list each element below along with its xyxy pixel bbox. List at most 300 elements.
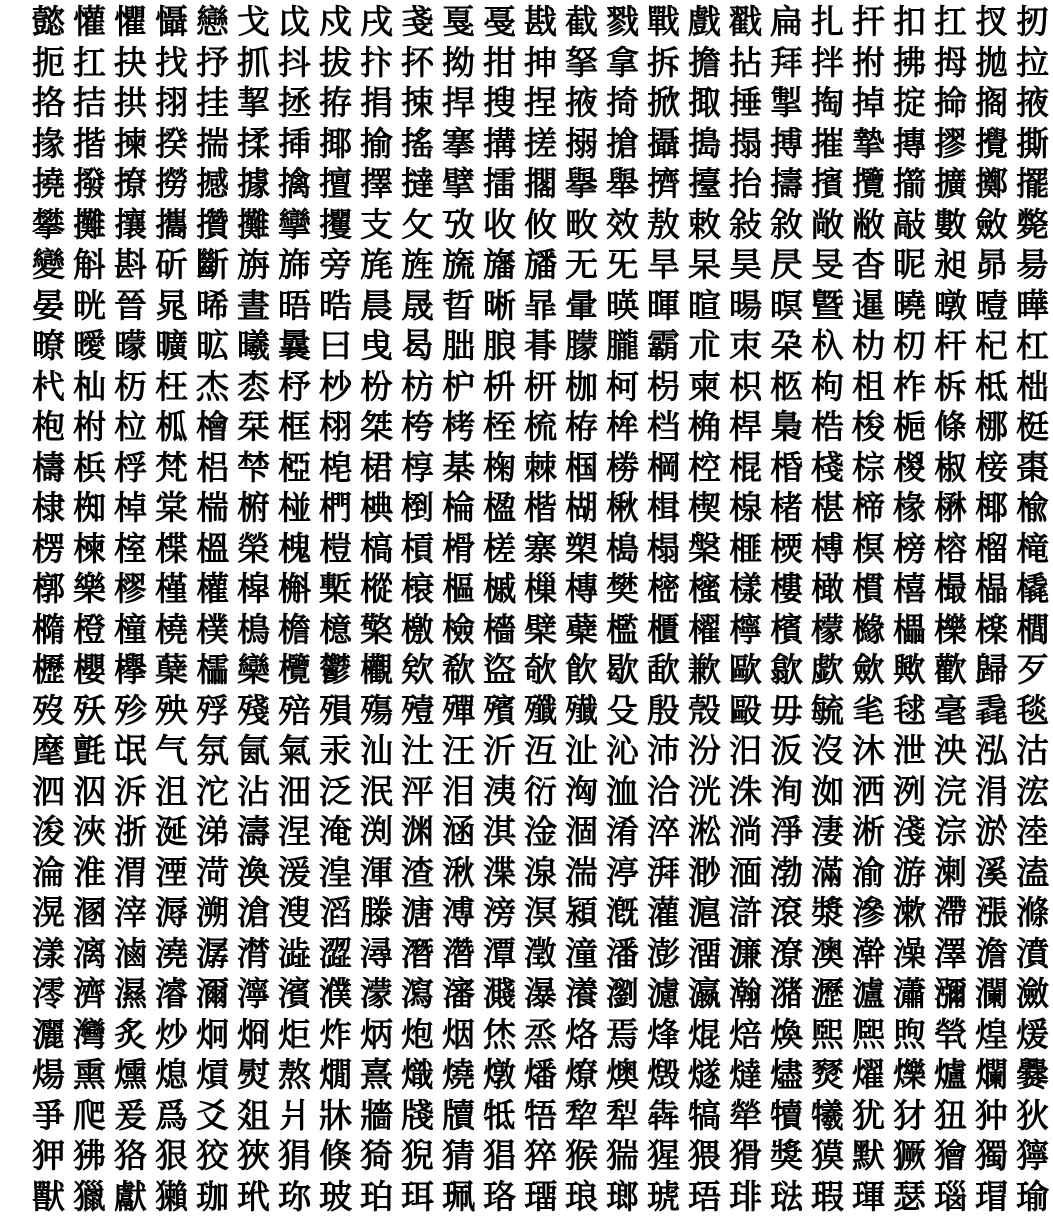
glyph: 猾 bbox=[725, 1136, 766, 1176]
glyph: 挂 bbox=[192, 83, 233, 123]
glyph: 撕 bbox=[1012, 124, 1053, 164]
glyph: 洵 bbox=[766, 772, 807, 812]
glyph: 爭 bbox=[28, 1096, 69, 1136]
glyph: 渮 bbox=[192, 853, 233, 893]
glyph: 拔 bbox=[315, 43, 356, 83]
glyph: 榾 bbox=[438, 529, 479, 569]
glyph: 桍 bbox=[397, 407, 438, 447]
glyph: 瑟 bbox=[889, 1177, 930, 1217]
glyph: 梭 bbox=[848, 407, 889, 447]
glyph: 拌 bbox=[807, 43, 848, 83]
glyph: 撈 bbox=[151, 164, 192, 204]
glyph: 歛 bbox=[848, 650, 889, 690]
glyph: 揄 bbox=[356, 124, 397, 164]
glyph: 枹 bbox=[28, 407, 69, 447]
glyph: 掟 bbox=[889, 83, 930, 123]
glyph: 抬 bbox=[725, 164, 766, 204]
glyph-row bbox=[28, 974, 900, 1015]
glyph: 澤 bbox=[930, 934, 971, 974]
glyph: 戡 bbox=[520, 2, 561, 42]
glyph: 炙 bbox=[110, 1015, 151, 1055]
glyph: 擡 bbox=[684, 164, 725, 204]
glyph: 楸 bbox=[602, 488, 643, 528]
glyph-row bbox=[28, 610, 900, 651]
glyph: 扣 bbox=[889, 2, 930, 42]
glyph: 搁 bbox=[971, 83, 1012, 123]
glyph: 渾 bbox=[356, 853, 397, 893]
glyph: 晁 bbox=[151, 286, 192, 326]
glyph: 橈 bbox=[151, 610, 192, 650]
glyph: 琺 bbox=[766, 1177, 807, 1217]
glyph: 殱 bbox=[561, 691, 602, 731]
glyph: 毫 bbox=[930, 691, 971, 731]
glyph: 暎 bbox=[602, 286, 643, 326]
glyph: 擲 bbox=[971, 164, 1012, 204]
glyph: 湟 bbox=[315, 853, 356, 893]
glyph: 燗 bbox=[315, 1055, 356, 1095]
glyph: 槃 bbox=[684, 529, 725, 569]
glyph: 曩 bbox=[274, 326, 315, 366]
glyph: 椰 bbox=[971, 488, 1012, 528]
glyph: 渝 bbox=[848, 853, 889, 893]
glyph: 樅 bbox=[356, 569, 397, 609]
glyph: 拈 bbox=[725, 43, 766, 83]
glyph: 溘 bbox=[1012, 853, 1053, 893]
glyph: 毳 bbox=[971, 691, 1012, 731]
glyph: 沽 bbox=[1012, 731, 1053, 771]
glyph: 煢 bbox=[930, 1015, 971, 1055]
glyph: 橢 bbox=[28, 610, 69, 650]
glyph: 杁 bbox=[807, 326, 848, 366]
glyph: 槫 bbox=[561, 569, 602, 609]
glyph: 敍 bbox=[725, 205, 766, 245]
glyph: 掣 bbox=[766, 83, 807, 123]
glyph: 滾 bbox=[766, 893, 807, 933]
glyph: 汪 bbox=[438, 731, 479, 771]
glyph: 欷 bbox=[438, 650, 479, 690]
glyph: 擱 bbox=[520, 164, 561, 204]
glyph: 昜 bbox=[1012, 245, 1053, 285]
glyph: 洫 bbox=[602, 772, 643, 812]
glyph: 掎 bbox=[602, 83, 643, 123]
glyph: 洙 bbox=[725, 772, 766, 812]
glyph: 滓 bbox=[110, 893, 151, 933]
glyph: 楹 bbox=[479, 488, 520, 528]
glyph: 攀 bbox=[28, 205, 69, 245]
glyph: 槨 bbox=[28, 569, 69, 609]
glyph: 暈 bbox=[561, 286, 602, 326]
glyph: 搓 bbox=[520, 124, 561, 164]
glyph: 攢 bbox=[192, 205, 233, 245]
glyph: 暝 bbox=[766, 286, 807, 326]
glyph: 滂 bbox=[479, 893, 520, 933]
glyph: 拿 bbox=[602, 43, 643, 83]
glyph: 旌 bbox=[397, 245, 438, 285]
glyph: 戲 bbox=[684, 2, 725, 42]
glyph: 晤 bbox=[274, 286, 315, 326]
glyph: 渙 bbox=[233, 853, 274, 893]
glyph: 漓 bbox=[69, 934, 110, 974]
glyph: 懾 bbox=[151, 2, 192, 42]
glyph: 獺 bbox=[151, 1177, 192, 1217]
glyph: 捶 bbox=[725, 83, 766, 123]
glyph: 殞 bbox=[315, 691, 356, 731]
glyph: 毓 bbox=[807, 691, 848, 731]
glyph: 杣 bbox=[69, 367, 110, 407]
glyph: 牾 bbox=[520, 1096, 561, 1136]
glyph: 煌 bbox=[971, 1015, 1012, 1055]
glyph: 燠 bbox=[602, 1055, 643, 1095]
glyph: 楜 bbox=[561, 488, 602, 528]
glyph: 欒 bbox=[233, 650, 274, 690]
glyph: 焜 bbox=[684, 1015, 725, 1055]
glyph: 攫 bbox=[315, 205, 356, 245]
glyph: 樊 bbox=[602, 569, 643, 609]
glyph: 烋 bbox=[479, 1015, 520, 1055]
glyph: 朿 bbox=[725, 326, 766, 366]
glyph: 爍 bbox=[889, 1055, 930, 1095]
glyph: 澪 bbox=[28, 974, 69, 1014]
glyph-row bbox=[28, 448, 900, 489]
glyph: 楷 bbox=[520, 488, 561, 528]
glyph: 瀰 bbox=[930, 974, 971, 1014]
glyph: 欹 bbox=[520, 650, 561, 690]
glyph: 璢 bbox=[520, 1177, 561, 1217]
glyph: 楡 bbox=[1012, 488, 1053, 528]
glyph: 瀾 bbox=[971, 974, 1012, 1014]
glyph: 榴 bbox=[971, 529, 1012, 569]
glyph: 漿 bbox=[807, 893, 848, 933]
glyph: 汢 bbox=[397, 731, 438, 771]
glyph: 椚 bbox=[315, 488, 356, 528]
glyph: 熹 bbox=[356, 1055, 397, 1095]
glyph: 盜 bbox=[479, 650, 520, 690]
glyph: 犢 bbox=[766, 1096, 807, 1136]
glyph: 斃 bbox=[1012, 205, 1053, 245]
glyph: 滔 bbox=[315, 893, 356, 933]
glyph: 淦 bbox=[520, 812, 561, 852]
glyph: 拯 bbox=[274, 83, 315, 123]
glyph: 烙 bbox=[561, 1015, 602, 1055]
glyph: 牴 bbox=[479, 1096, 520, 1136]
glyph: 泛 bbox=[315, 772, 356, 812]
glyph: 濳 bbox=[438, 934, 479, 974]
glyph: 游 bbox=[889, 853, 930, 893]
glyph: 楪 bbox=[151, 529, 192, 569]
glyph: 杰 bbox=[192, 367, 233, 407]
glyph: 抓 bbox=[233, 43, 274, 83]
glyph: 椨 bbox=[233, 488, 274, 528]
glyph: 昴 bbox=[971, 245, 1012, 285]
glyph: 櫟 bbox=[930, 610, 971, 650]
glyph: 擯 bbox=[807, 164, 848, 204]
glyph: 暾 bbox=[930, 286, 971, 326]
glyph: 晝 bbox=[233, 286, 274, 326]
glyph: 沍 bbox=[520, 731, 561, 771]
glyph: 煬 bbox=[28, 1055, 69, 1095]
glyph: 犧 bbox=[807, 1096, 848, 1136]
glyph: 樂 bbox=[69, 569, 110, 609]
glyph: 椶 bbox=[889, 448, 930, 488]
glyph: 楫 bbox=[643, 488, 684, 528]
glyph: 洶 bbox=[561, 772, 602, 812]
glyph: 桎 bbox=[479, 407, 520, 447]
glyph: 殫 bbox=[438, 691, 479, 731]
glyph: 滲 bbox=[848, 893, 889, 933]
glyph: 槭 bbox=[479, 569, 520, 609]
glyph: 瀛 bbox=[684, 974, 725, 1014]
glyph: 攝 bbox=[643, 124, 684, 164]
glyph: 梠 bbox=[192, 448, 233, 488]
glyph: 旁 bbox=[315, 245, 356, 285]
glyph: 桀 bbox=[356, 407, 397, 447]
glyph: 扞 bbox=[848, 2, 889, 42]
glyph: 楾 bbox=[725, 488, 766, 528]
glyph: 摯 bbox=[848, 124, 889, 164]
glyph: 拗 bbox=[438, 43, 479, 83]
glyph: 楞 bbox=[28, 529, 69, 569]
glyph: 潸 bbox=[233, 934, 274, 974]
glyph: 狃 bbox=[930, 1096, 971, 1136]
glyph: 戌 bbox=[356, 2, 397, 42]
glyph: 昃 bbox=[766, 245, 807, 285]
glyph: 敝 bbox=[848, 205, 889, 245]
glyph: 獸 bbox=[28, 1177, 69, 1217]
glyph-row bbox=[28, 245, 900, 286]
glyph: 毟 bbox=[848, 691, 889, 731]
glyph: 濾 bbox=[643, 974, 684, 1014]
glyph: 瀚 bbox=[725, 974, 766, 1014]
glyph: 炳 bbox=[356, 1015, 397, 1055]
glyph: 炮 bbox=[397, 1015, 438, 1055]
glyph: 揣 bbox=[192, 124, 233, 164]
glyph: 湎 bbox=[725, 853, 766, 893]
glyph: 栲 bbox=[438, 407, 479, 447]
glyph: 拆 bbox=[643, 43, 684, 83]
glyph: 掵 bbox=[930, 83, 971, 123]
glyph: 獪 bbox=[930, 1136, 971, 1176]
glyph: 溷 bbox=[69, 893, 110, 933]
glyph: 歔 bbox=[807, 650, 848, 690]
glyph: 歃 bbox=[643, 650, 684, 690]
glyph: 數 bbox=[930, 205, 971, 245]
glyph: 犒 bbox=[684, 1096, 725, 1136]
glyph: 晰 bbox=[479, 286, 520, 326]
glyph: 歙 bbox=[766, 650, 807, 690]
glyph: 珮 bbox=[438, 1177, 479, 1217]
glyph-row bbox=[28, 569, 900, 610]
glyph: 摶 bbox=[889, 124, 930, 164]
glyph: 浚 bbox=[28, 812, 69, 852]
glyph: 湶 bbox=[520, 853, 561, 893]
glyph: 猝 bbox=[520, 1136, 561, 1176]
glyph: 棣 bbox=[28, 488, 69, 528]
glyph: 焉 bbox=[602, 1015, 643, 1055]
glyph: 淇 bbox=[479, 812, 520, 852]
glyph: 樔 bbox=[520, 569, 561, 609]
glyph: 渤 bbox=[766, 853, 807, 893]
glyph: 灌 bbox=[643, 893, 684, 933]
glyph: 梃 bbox=[1012, 407, 1053, 447]
glyph: 瀝 bbox=[807, 974, 848, 1014]
glyph: 桴 bbox=[110, 448, 151, 488]
glyph: 欸 bbox=[397, 650, 438, 690]
glyph: 抒 bbox=[192, 43, 233, 83]
glyph: 洽 bbox=[643, 772, 684, 812]
glyph-row bbox=[28, 1015, 900, 1056]
glyph: 栞 bbox=[233, 407, 274, 447]
glyph: 滷 bbox=[110, 934, 151, 974]
glyph: 橲 bbox=[889, 569, 930, 609]
glyph: 懽 bbox=[69, 2, 110, 42]
glyph: 杞 bbox=[971, 326, 1012, 366]
glyph-row bbox=[28, 772, 900, 813]
glyph: 樌 bbox=[848, 569, 889, 609]
glyph: 潼 bbox=[561, 934, 602, 974]
glyph: 樸 bbox=[192, 610, 233, 650]
glyph: 暄 bbox=[684, 286, 725, 326]
glyph: 拜 bbox=[766, 43, 807, 83]
glyph: 檠 bbox=[356, 610, 397, 650]
glyph: 涵 bbox=[438, 812, 479, 852]
glyph: 擺 bbox=[1012, 164, 1053, 204]
glyph: 掫 bbox=[684, 83, 725, 123]
glyph: 欟 bbox=[356, 650, 397, 690]
glyph: 爐 bbox=[930, 1055, 971, 1095]
glyph: 牀 bbox=[315, 1096, 356, 1136]
glyph: 玻 bbox=[315, 1177, 356, 1217]
glyph: 收 bbox=[479, 205, 520, 245]
glyph: 枡 bbox=[479, 367, 520, 407]
glyph: 梵 bbox=[151, 448, 192, 488]
glyph: 毬 bbox=[889, 691, 930, 731]
glyph: 毋 bbox=[766, 691, 807, 731]
glyph-row bbox=[28, 488, 900, 529]
glyph: 櫞 bbox=[848, 610, 889, 650]
glyph: 槲 bbox=[274, 569, 315, 609]
glyph: 汾 bbox=[684, 731, 725, 771]
glyph: 濘 bbox=[233, 974, 274, 1014]
glyph: 摎 bbox=[930, 124, 971, 164]
glyph: 拂 bbox=[889, 43, 930, 83]
glyph: 氓 bbox=[110, 731, 151, 771]
glyph: 潦 bbox=[766, 934, 807, 974]
glyph: 柆 bbox=[110, 407, 151, 447]
glyph: 焙 bbox=[725, 1015, 766, 1055]
glyph: 榿 bbox=[315, 529, 356, 569]
glyph: 椢 bbox=[561, 448, 602, 488]
glyph: 玳 bbox=[233, 1177, 274, 1217]
glyph: 攜 bbox=[151, 205, 192, 245]
glyph: 晢 bbox=[438, 286, 479, 326]
glyph: 炒 bbox=[151, 1015, 192, 1055]
glyph: 猩 bbox=[643, 1136, 684, 1176]
glyph: 瀁 bbox=[561, 974, 602, 1014]
glyph: 殀 bbox=[69, 691, 110, 731]
glyph: 椄 bbox=[971, 448, 1012, 488]
glyph: 檻 bbox=[602, 610, 643, 650]
glyph: 渊 bbox=[397, 812, 438, 852]
glyph: 槿 bbox=[151, 569, 192, 609]
glyph: 狡 bbox=[192, 1136, 233, 1176]
glyph: 曵 bbox=[356, 326, 397, 366]
glyph: 擣 bbox=[766, 164, 807, 204]
glyph: 蘖 bbox=[151, 650, 192, 690]
glyph: 猯 bbox=[602, 1136, 643, 1176]
glyph: 珸 bbox=[684, 1177, 725, 1217]
glyph: 擘 bbox=[438, 164, 479, 204]
glyph: 泪 bbox=[438, 772, 479, 812]
glyph: 琿 bbox=[848, 1177, 889, 1217]
glyph: 杙 bbox=[28, 367, 69, 407]
glyph: 晞 bbox=[192, 286, 233, 326]
glyph: 狠 bbox=[151, 1136, 192, 1176]
glyph: 泯 bbox=[356, 772, 397, 812]
glyph: 滬 bbox=[684, 893, 725, 933]
glyph: 熕 bbox=[192, 1055, 233, 1095]
glyph: 歇 bbox=[602, 650, 643, 690]
glyph-row bbox=[28, 853, 900, 894]
glyph: 據 bbox=[233, 164, 274, 204]
glyph: 殄 bbox=[110, 691, 151, 731]
glyph: 淙 bbox=[930, 812, 971, 852]
glyph: 桙 bbox=[602, 407, 643, 447]
glyph: 殳 bbox=[602, 691, 643, 731]
glyph: 揷 bbox=[274, 124, 315, 164]
glyph: 瑙 bbox=[930, 1177, 971, 1217]
glyph-row bbox=[28, 1055, 900, 1096]
glyph: 炬 bbox=[274, 1015, 315, 1055]
glyph: 梹 bbox=[69, 448, 110, 488]
glyph: 澣 bbox=[848, 934, 889, 974]
glyph: 椏 bbox=[274, 448, 315, 488]
glyph: 樞 bbox=[438, 569, 479, 609]
glyph: 榑 bbox=[807, 529, 848, 569]
glyph: 攬 bbox=[848, 164, 889, 204]
glyph: 滕 bbox=[356, 893, 397, 933]
glyph: 漾 bbox=[28, 934, 69, 974]
glyph: 揩 bbox=[69, 124, 110, 164]
glyph: 椒 bbox=[930, 448, 971, 488]
glyph: 梳 bbox=[520, 407, 561, 447]
glyph: 榁 bbox=[110, 529, 151, 569]
glyph: 榠 bbox=[848, 529, 889, 569]
glyph: 斷 bbox=[192, 245, 233, 285]
glyph: 櫃 bbox=[643, 610, 684, 650]
glyph: 晄 bbox=[69, 286, 110, 326]
glyph: 汕 bbox=[356, 731, 397, 771]
glyph: 權 bbox=[192, 569, 233, 609]
glyph: 曚 bbox=[110, 326, 151, 366]
glyph: 浣 bbox=[930, 772, 971, 812]
glyph: 枷 bbox=[561, 367, 602, 407]
glyph: 曀 bbox=[971, 286, 1012, 326]
glyph: 杠 bbox=[1012, 326, 1053, 366]
glyph: 猴 bbox=[561, 1136, 602, 1176]
glyph: 敘 bbox=[766, 205, 807, 245]
glyph: 濟 bbox=[69, 974, 110, 1014]
glyph: 狢 bbox=[110, 1136, 151, 1176]
glyph: 槧 bbox=[315, 569, 356, 609]
glyph: 涅 bbox=[274, 812, 315, 852]
glyph: 殼 bbox=[684, 691, 725, 731]
glyph: 摧 bbox=[807, 124, 848, 164]
glyph: 渕 bbox=[356, 812, 397, 852]
glyph: 擔 bbox=[684, 43, 725, 83]
glyph-row bbox=[28, 731, 900, 772]
glyph: 濂 bbox=[725, 934, 766, 974]
glyph: 戰 bbox=[643, 2, 684, 42]
